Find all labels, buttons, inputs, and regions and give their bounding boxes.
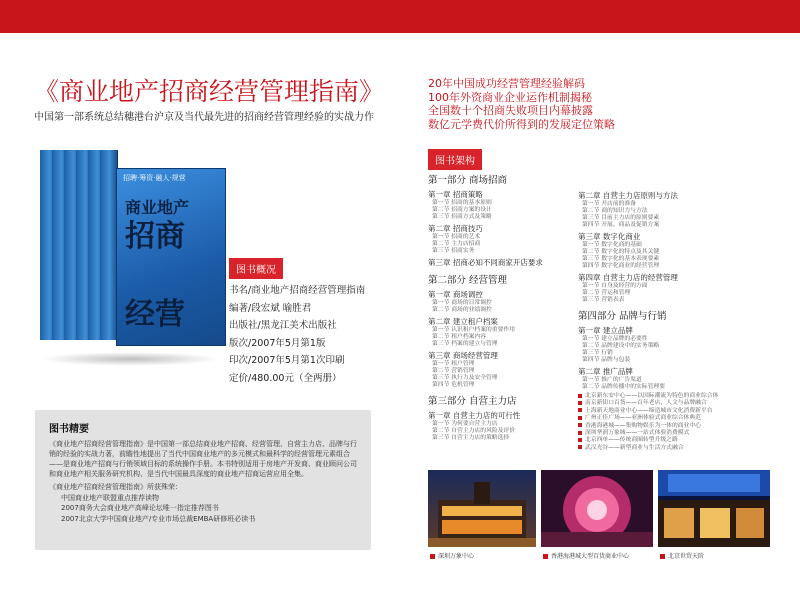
case-item: 上海新天地商业中心——缔造城市文化消费新平台 <box>578 408 768 415</box>
slogan: 数亿元学费代价所得到的发展定位策略 <box>428 117 615 131</box>
toc-sec: 第一节 租户管理 <box>432 361 475 367</box>
toc-sec: 第二节 主力店招商 <box>432 241 481 247</box>
abstract-box <box>35 410 371 550</box>
toc-sec: 第四节 品牌与包装 <box>582 357 631 363</box>
book-shadow <box>40 352 220 366</box>
toc-sec: 第三节 目前主力店的原则要素 <box>582 215 660 221</box>
info-printing: 印次/2007年5月第1次印刷 <box>229 355 345 366</box>
slogan-list <box>428 77 615 131</box>
toc-chap: 第二章 建立租户档案 <box>428 317 498 326</box>
slogan: 20年中国成功经营管理经验解码 <box>428 77 585 90</box>
toc-sec: 第一节 数字化商的基础 <box>582 242 642 248</box>
toc-sec: 第四节 危机管理 <box>432 382 475 388</box>
case-item: 广州正佳广场——亚洲体验式商业综合体典范 <box>578 415 768 422</box>
toc-chap: 第一章 招商策略 <box>428 190 483 199</box>
info-edition: 版次/2007年5月第1版 <box>229 337 326 349</box>
toc-sec: 第三节 档案的建立与管理 <box>432 341 498 347</box>
toc-sec: 第一节 商场的日常调控 <box>432 300 492 306</box>
toc-sec: 第二节 商的知识力与方法 <box>582 208 648 214</box>
case-item: 北京新东安中心——以国际潮流为特色的商业综合体 <box>578 393 768 400</box>
toc-chap: 第三章 商场经营管理 <box>428 351 498 360</box>
toc-sec: 第一节 为何要自营主力店 <box>432 421 498 427</box>
slogan: 全国数十个招商失败项目内幕披露 <box>428 104 593 117</box>
toc-sec: 第三节 数字化的基本表现要素 <box>582 256 660 262</box>
architecture-tag: 图书架构 <box>428 149 482 170</box>
toc-chap: 第二章 招商技巧 <box>428 224 483 233</box>
award-item: 中国商业地产联盟重点推荐读物 <box>61 493 159 502</box>
toc-sec: 第二节 数字化的特点及其关键 <box>582 249 660 255</box>
info-authors: 编著/段宏斌 喻胜君 <box>229 302 312 314</box>
abstract-body: 《商业地产招商经营管理指南》是中国第一部总结商业地产招商、经营管理、自营主力店、品牌与行销的经验的实战力著，前瞻性地提出了当代中国商业地产的多元模式和最科学的经营管理元素组合——是商业地产招商与行销领域目标的系统操作手册。本书特别适用于房地产开发商、商业顾问公司和商业地产相关服务研究机构、是当代中国最具深度的商业地产招商运营应用全集。 <box>49 440 357 478</box>
toc-sec: 第一节 招商的艺术 <box>432 234 481 240</box>
photo-harbour-city <box>541 470 653 547</box>
photo-world-trade-sky <box>658 470 770 547</box>
toc-part: 第二部分 经营管理 <box>428 275 508 286</box>
page-subtitle: 中国第一部系统总结穗港台沪京及当代最先进的招商经营管理经验的实战力作 <box>34 112 374 123</box>
toc-sec: 第一节 自身及经营的方面 <box>582 283 648 289</box>
toc-sec: 第三节 执行力及安全管理 <box>432 375 498 381</box>
toc-part: 第一部分 商场招商 <box>428 175 508 186</box>
toc-sec: 第三节 招商方式及策略 <box>432 214 492 220</box>
toc-chap: 第三章 数字化商业 <box>578 232 641 241</box>
toc-sec: 第二节 营销管理 <box>432 368 475 374</box>
book-front-cover <box>116 168 226 346</box>
photo-caption: 深圳万象中心 <box>430 551 474 560</box>
info-publisher: 出版社/黑龙江美术出版社 <box>229 320 337 331</box>
toc-sec: 第四节 开展、商品及促销方案 <box>582 222 660 228</box>
case-item: 香港海港城——集购物娱乐为一体的商业中心 <box>578 423 768 430</box>
toc-sec: 第三节 营销表表 <box>582 297 625 303</box>
bullet-icon <box>578 423 582 427</box>
cover-line-1: 商业地产 <box>125 198 190 217</box>
toc-sec: 第三节 招商实务 <box>432 248 475 254</box>
toc-chap: 第二章 推广品牌 <box>578 367 633 376</box>
toc-sec: 第一节 开店前的准备 <box>582 201 637 207</box>
toc-left-column <box>428 168 578 442</box>
photo-mall-night <box>428 470 536 547</box>
info-title: 书名/商业地产招商经营管理指南 <box>229 285 366 296</box>
toc-chap: 第二章 自营主力店原则与方法 <box>578 191 678 200</box>
bullet-icon <box>578 431 582 435</box>
toc-chap: 第一章 商场调控 <box>428 290 483 299</box>
toc-sec: 第三节 自营主力店的策略选择 <box>432 435 510 441</box>
photo-caption: 北京世贸天阶 <box>660 551 704 560</box>
toc-sec: 第二节 品牌传播中的实际管理要 <box>582 384 665 390</box>
toc-sec: 第二节 商场的业绩调控 <box>432 307 492 313</box>
bullet-icon <box>578 416 582 420</box>
bullet-icon <box>578 445 582 449</box>
toc-sec: 第二节 品牌建设中的实务策略 <box>582 343 660 349</box>
toc-chap: 第四章 自营主力店的经营管理 <box>578 273 678 282</box>
top-red-bar <box>0 0 800 33</box>
case-item: 深圳华润万象城——一站式体验消费模式 <box>578 430 768 437</box>
book-set-image <box>40 150 230 365</box>
toc-chap: 第三章 招商必知不同商家开店要求 <box>428 258 543 267</box>
toc-sec: 第二节 自营主力店的风险及评价 <box>432 428 515 434</box>
toc-sec: 第一节 招商的基本原则 <box>432 200 492 206</box>
book-info-list <box>229 282 365 387</box>
award-item: 2007北京大学中国商业地产/专业市场总裁EMBA研修班必读书 <box>61 514 256 523</box>
photo-caption: 香港海港城大型百货商业中心 <box>543 551 629 560</box>
cover-line-2: 招商 <box>125 219 185 254</box>
cover-top-text: 招聘·筹资·融人·规营 <box>123 174 186 182</box>
bullet-icon <box>578 394 582 398</box>
overview-tag: 图书概况 <box>229 258 283 279</box>
slogan: 100年外资商业企业运作机制揭秘 <box>428 90 592 104</box>
award-item: 2007商务大会商业地产高峰论坛唯一指定推荐图书 <box>61 504 219 512</box>
bullet-icon <box>578 408 582 412</box>
toc-sec: 第四节 数字化商业的经营管理 <box>582 263 660 269</box>
info-price: 定价/480.00元（全两册） <box>229 372 342 384</box>
toc-part: 第四部分 品牌与行销 <box>578 311 667 322</box>
toc-sec: 第一节 认识租户档案的重要作用 <box>432 327 515 333</box>
case-item: 武汉光谷——新型商业与生活方式融合 <box>578 445 768 452</box>
toc-sec: 第二节 招商方案的设计 <box>432 207 492 213</box>
toc-sec: 第二节 营运和管理 <box>582 290 631 296</box>
toc-sec: 第三节 行销 <box>582 350 613 356</box>
awards-heading: 《商业地产招商经营管理指南》所获殊荣： <box>49 483 182 491</box>
toc-chap: 第一章 自营主力店的可行性 <box>428 411 521 420</box>
toc-sec: 第一节 推广的广告渠道 <box>582 377 642 383</box>
toc-sec: 第一节 建立品牌的必要性 <box>582 336 648 342</box>
page-title: 《商业地产招商经营管理指南》 <box>34 77 385 106</box>
toc-sec: 第二节 租户档案内容 <box>432 334 487 340</box>
cover-line-3: 经营 <box>125 297 185 332</box>
toc-right-column <box>578 188 768 452</box>
case-item: 南京新街口百货——百年老店，人文与品牌融合 <box>578 400 768 407</box>
photo-strip <box>428 470 770 547</box>
toc-part: 第三部分 自营主力店 <box>428 396 517 407</box>
bullet-icon <box>578 438 582 442</box>
case-item: 北京西单——传统商圈转型升级之路 <box>578 437 768 444</box>
abstract-heading: 图书精要 <box>49 424 89 435</box>
bullet-icon <box>578 401 582 405</box>
toc-chap: 第一章 建立品牌 <box>578 326 633 335</box>
